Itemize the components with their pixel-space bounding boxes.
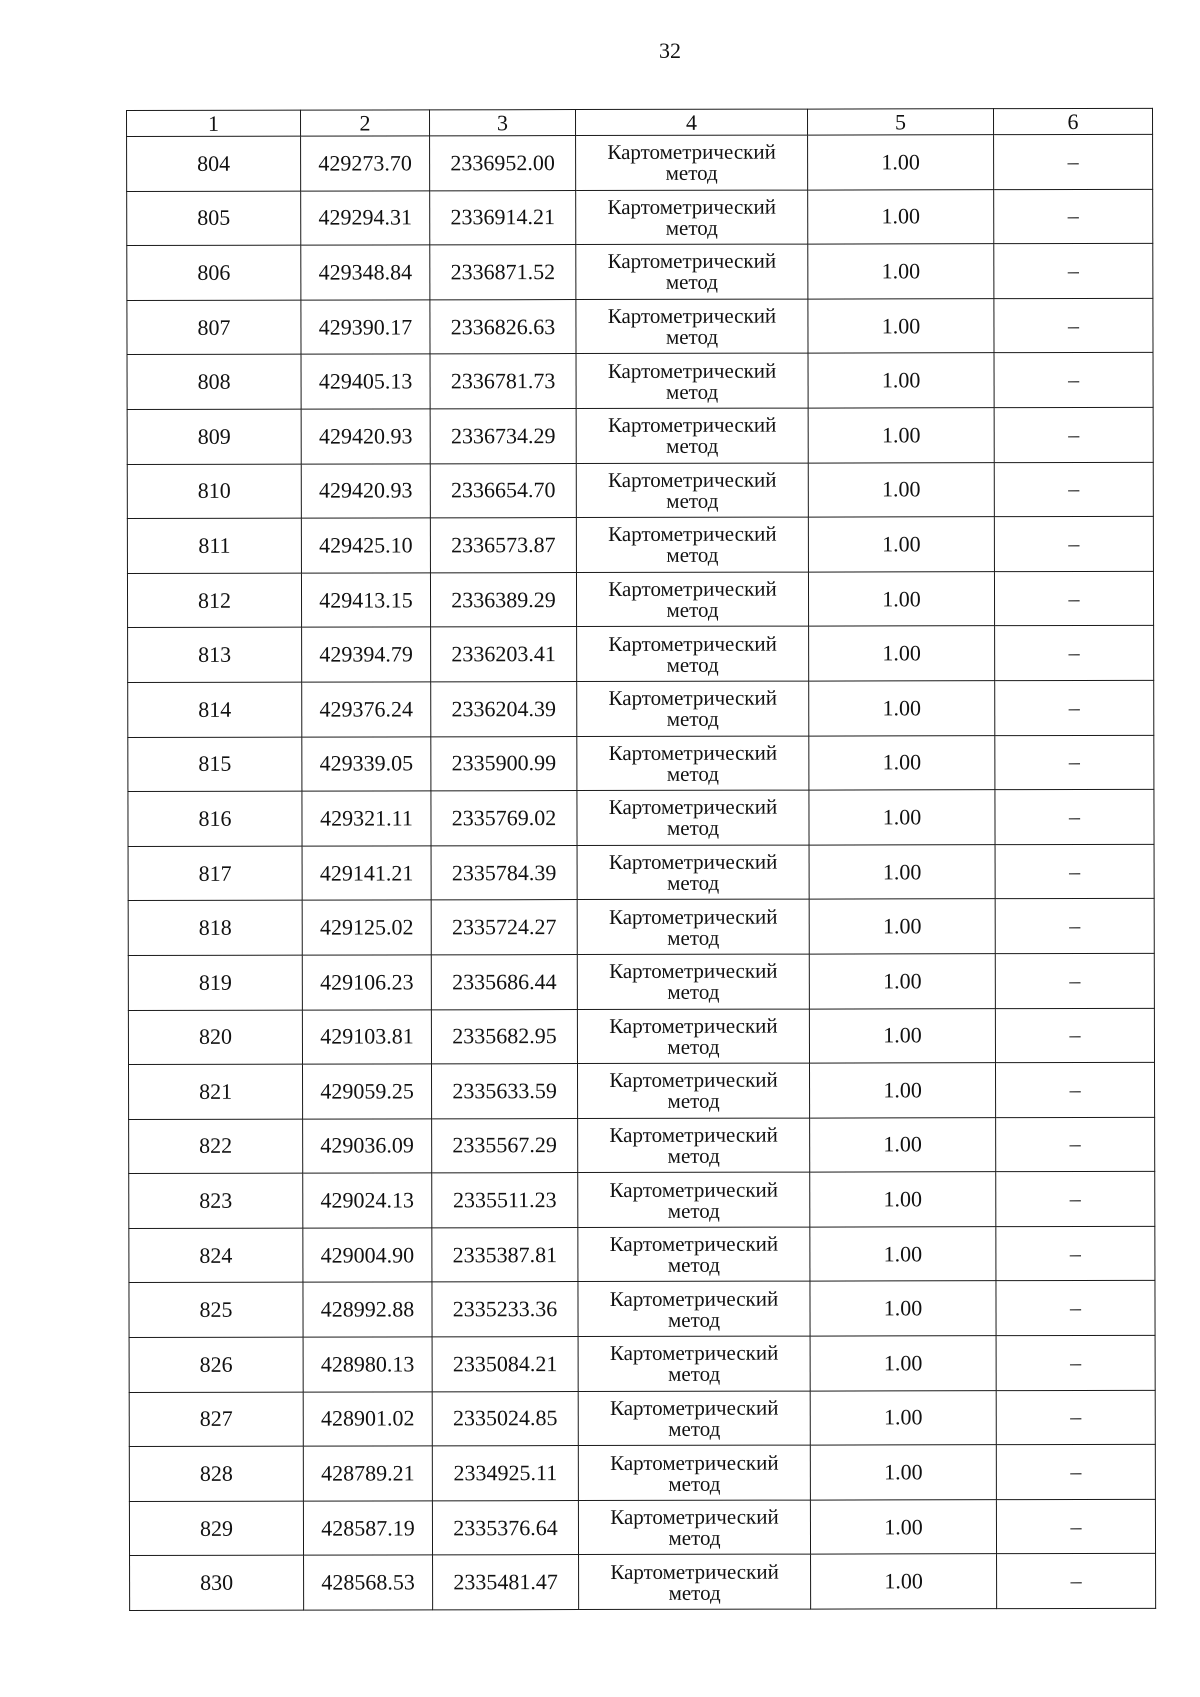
y-coordinate-cell: 2335784.39 — [431, 845, 577, 900]
method-line-2: метод — [665, 324, 719, 349]
method-line-2: метод — [668, 1471, 721, 1496]
method-line-1: Картометрический — [608, 795, 778, 820]
method-cell — [577, 899, 809, 954]
method-line-1: Картометрический — [609, 1340, 779, 1366]
table-row — [128, 626, 1154, 683]
method-line-2: метод — [668, 1416, 721, 1441]
method-line-1: Картометрический — [607, 412, 777, 438]
method-line-2: метод — [667, 1143, 720, 1168]
y-coordinate-cell: 2335633.59 — [431, 1064, 577, 1119]
point-number-cell: 819 — [128, 955, 302, 1010]
method-cell — [578, 1391, 810, 1446]
method-cell — [576, 463, 808, 518]
point-number-cell: 815 — [128, 737, 302, 792]
table-row — [127, 134, 1153, 191]
point-number-cell: 807 — [127, 300, 301, 355]
note-cell: – — [996, 1226, 1155, 1281]
method-line-2: метод — [666, 761, 719, 786]
x-coordinate-cell: 429036.09 — [303, 1119, 432, 1174]
accuracy-cell: 1.00 — [810, 1336, 996, 1391]
method-cell — [578, 1445, 810, 1500]
method-cell — [576, 135, 808, 190]
y-coordinate-cell: 2335233.36 — [432, 1282, 578, 1337]
accuracy-cell: 1.00 — [808, 298, 994, 353]
y-coordinate-cell: 2335682.95 — [431, 1009, 577, 1064]
table-row — [128, 844, 1154, 901]
accuracy-cell: 1.00 — [809, 954, 995, 1009]
point-number-cell: 826 — [129, 1337, 303, 1392]
accuracy-cell: 1.00 — [810, 1117, 996, 1172]
table-row — [130, 1554, 1156, 1611]
y-coordinate-cell: 2335769.02 — [431, 791, 577, 846]
accuracy-cell: 1.00 — [808, 353, 994, 408]
y-coordinate-cell: 2335900.99 — [431, 736, 577, 791]
x-coordinate-cell: 429420.93 — [301, 409, 430, 464]
method-cell — [578, 1336, 810, 1391]
point-number-cell: 805 — [127, 191, 301, 246]
point-number-cell: 822 — [129, 1119, 303, 1174]
accuracy-cell: 1.00 — [808, 517, 994, 572]
x-coordinate-cell: 429106.23 — [302, 955, 431, 1010]
y-coordinate-cell: 2336781.73 — [430, 354, 576, 409]
y-coordinate-cell: 2335024.85 — [432, 1391, 578, 1446]
x-coordinate-cell: 429321.11 — [302, 791, 431, 846]
table-row — [127, 244, 1153, 301]
y-coordinate-cell: 2336826.63 — [430, 299, 576, 354]
table-row — [127, 298, 1153, 355]
point-number-cell: 821 — [128, 1064, 302, 1119]
x-coordinate-cell: 429125.02 — [302, 900, 431, 955]
note-cell: – — [994, 462, 1153, 517]
y-coordinate-cell: 2336871.52 — [430, 245, 576, 300]
point-number-cell: 814 — [128, 682, 302, 737]
accuracy-cell: 1.00 — [809, 735, 995, 790]
method-cell — [578, 1227, 810, 1282]
method-line-1: Картометрический — [609, 1286, 779, 1311]
method-cell — [577, 736, 809, 791]
note-cell: – — [995, 899, 1154, 954]
accuracy-cell: 1.00 — [808, 462, 994, 517]
header-col-6: 6 — [993, 108, 1152, 134]
method-line-2: метод — [666, 816, 720, 841]
method-line-2: метод — [665, 270, 718, 295]
note-cell: – — [994, 244, 1153, 299]
note-cell: – — [996, 1499, 1155, 1554]
method-cell — [577, 845, 809, 900]
method-line-2: метод — [666, 706, 719, 732]
method-line-2: метод — [667, 1034, 720, 1059]
method-line-2: метод — [666, 379, 719, 404]
method-cell — [577, 954, 809, 1009]
method-line-1: Картометрический — [609, 1177, 779, 1202]
method-cell — [576, 244, 808, 299]
method-cell — [577, 790, 809, 845]
table-row — [127, 462, 1153, 519]
note-cell: – — [996, 1445, 1155, 1500]
method-line-1: Картометрический — [609, 1395, 779, 1420]
note-cell: – — [996, 1335, 1155, 1390]
method-line-2: метод — [668, 1525, 721, 1551]
method-line-2: метод — [665, 161, 718, 186]
accuracy-cell: 1.00 — [810, 1445, 996, 1500]
x-coordinate-cell: 428789.21 — [303, 1446, 432, 1501]
point-number-cell: 820 — [128, 1010, 302, 1065]
point-number-cell: 817 — [128, 846, 302, 901]
point-number-cell: 804 — [127, 136, 301, 191]
note-cell: – — [994, 134, 1153, 189]
point-number-cell: 828 — [129, 1446, 303, 1501]
method-line-2: метод — [667, 1307, 721, 1332]
method-line-1: Картометрический — [608, 685, 777, 711]
header-col-1: 1 — [127, 110, 301, 136]
accuracy-cell: 1.00 — [808, 135, 994, 190]
y-coordinate-cell: 2335686.44 — [431, 954, 577, 1009]
method-cell — [576, 299, 808, 354]
header-row — [127, 108, 1153, 136]
point-number-cell: 806 — [127, 245, 301, 300]
y-coordinate-cell: 2336389.29 — [430, 572, 576, 627]
y-coordinate-cell: 2335481.47 — [433, 1555, 579, 1610]
method-cell — [578, 1172, 810, 1227]
point-number-cell: 830 — [130, 1556, 304, 1611]
note-cell: – — [995, 844, 1154, 899]
method-cell — [576, 353, 808, 408]
method-cell — [576, 408, 808, 463]
accuracy-cell: 1.00 — [809, 899, 995, 954]
note-cell: – — [994, 517, 1153, 572]
point-number-cell: 829 — [129, 1501, 303, 1556]
method-cell — [578, 1118, 810, 1173]
x-coordinate-cell: 429059.25 — [302, 1064, 431, 1119]
method-line-1: Картометрический — [608, 522, 777, 547]
y-coordinate-cell: 2334925.11 — [432, 1446, 578, 1501]
method-cell — [577, 626, 809, 681]
method-line-2: метод — [668, 1580, 721, 1605]
x-coordinate-cell: 429425.10 — [301, 518, 430, 573]
method-cell — [578, 1282, 810, 1337]
table-row — [127, 407, 1153, 464]
x-coordinate-cell: 429339.05 — [302, 736, 431, 791]
accuracy-cell: 1.00 — [808, 408, 994, 463]
x-coordinate-cell: 428992.88 — [303, 1282, 432, 1337]
x-coordinate-cell: 429024.13 — [303, 1173, 432, 1228]
accuracy-cell: 1.00 — [809, 844, 995, 899]
method-line-2: метод — [665, 215, 718, 240]
table-row — [128, 680, 1154, 737]
point-number-cell: 811 — [127, 518, 301, 573]
point-number-cell: 816 — [128, 791, 302, 846]
method-line-2: метод — [667, 1198, 720, 1223]
point-number-cell: 818 — [128, 900, 302, 955]
accuracy-cell: 1.00 — [809, 790, 995, 845]
table-row — [128, 1062, 1154, 1119]
y-coordinate-cell: 2335724.27 — [431, 900, 577, 955]
accuracy-cell: 1.00 — [810, 1281, 996, 1336]
y-coordinate-cell: 2336203.41 — [431, 627, 577, 682]
x-coordinate-cell: 429348.84 — [301, 245, 430, 300]
table-row — [129, 1226, 1155, 1283]
table-row — [128, 789, 1154, 846]
note-cell: – — [994, 407, 1153, 462]
method-line-1: Картометрический — [610, 1504, 779, 1530]
x-coordinate-cell: 429390.17 — [301, 300, 430, 355]
method-line-2: метод — [666, 597, 719, 622]
method-line-1: Картометрический — [609, 1068, 778, 1093]
method-cell — [577, 1009, 809, 1064]
point-number-cell: 823 — [129, 1173, 303, 1228]
x-coordinate-cell: 428901.02 — [303, 1392, 432, 1447]
table-row — [128, 953, 1154, 1010]
method-line-1: Картометрический — [608, 631, 777, 656]
x-coordinate-cell: 429376.24 — [302, 682, 431, 737]
point-number-cell: 824 — [129, 1228, 303, 1283]
x-coordinate-cell: 428587.19 — [303, 1501, 432, 1556]
method-line-1: Картометрический — [609, 1122, 778, 1147]
method-line-2: метод — [667, 1089, 720, 1114]
note-cell: – — [994, 353, 1153, 408]
note-cell: – — [995, 953, 1154, 1008]
method-cell — [576, 190, 808, 245]
header-col-2: 2 — [301, 110, 430, 136]
method-line-1: Картометрический — [610, 1559, 779, 1584]
y-coordinate-cell: 2336573.87 — [430, 518, 576, 573]
point-number-cell: 810 — [127, 464, 301, 519]
note-cell: – — [994, 571, 1153, 626]
table-row — [128, 899, 1154, 956]
table-body — [127, 134, 1156, 1610]
accuracy-cell: 1.00 — [809, 681, 995, 736]
accuracy-cell: 1.00 — [811, 1554, 997, 1609]
method-line-1: Картометрический — [608, 904, 778, 929]
accuracy-cell: 1.00 — [810, 1390, 996, 1445]
method-line-2: метод — [666, 434, 719, 459]
method-line-2: метод — [666, 543, 719, 568]
x-coordinate-cell: 429103.81 — [302, 1009, 431, 1064]
method-line-1: Картометрический — [609, 958, 778, 984]
accuracy-cell: 1.00 — [809, 626, 995, 681]
note-cell: – — [995, 735, 1154, 790]
x-coordinate-cell: 429273.70 — [301, 136, 430, 191]
note-cell: – — [995, 680, 1154, 735]
method-line-1: Картометрический — [608, 467, 777, 492]
method-cell — [576, 517, 808, 572]
method-cell — [577, 1063, 809, 1118]
table-row — [127, 517, 1153, 574]
method-line-2: метод — [666, 652, 719, 677]
method-line-2: метод — [667, 979, 720, 1005]
table-row — [129, 1281, 1155, 1338]
table-row — [128, 735, 1154, 792]
table-row — [129, 1172, 1155, 1229]
table-row — [129, 1445, 1155, 1502]
y-coordinate-cell: 2335511.23 — [432, 1173, 578, 1228]
accuracy-cell: 1.00 — [808, 189, 994, 244]
table-row — [127, 189, 1153, 246]
table-row — [129, 1335, 1155, 1392]
table-row — [129, 1390, 1155, 1447]
coordinates-table-wrapper — [126, 108, 1155, 1611]
x-coordinate-cell: 429394.79 — [302, 627, 431, 682]
method-cell — [579, 1555, 811, 1610]
x-coordinate-cell: 429405.13 — [301, 354, 430, 409]
y-coordinate-cell: 2336952.00 — [430, 136, 576, 191]
method-line-1: Картометрический — [607, 194, 776, 219]
y-coordinate-cell: 2336654.70 — [430, 463, 576, 518]
note-cell: – — [996, 1281, 1155, 1336]
table-header — [127, 108, 1153, 136]
accuracy-cell: 1.00 — [810, 1227, 996, 1282]
accuracy-cell: 1.00 — [808, 571, 994, 626]
method-line-1: Картометрический — [609, 1231, 779, 1257]
method-cell — [577, 681, 809, 736]
point-number-cell: 812 — [127, 573, 301, 628]
note-cell: – — [995, 1062, 1154, 1117]
point-number-cell: 813 — [128, 627, 302, 682]
header-col-5: 5 — [807, 109, 993, 135]
point-number-cell: 827 — [129, 1392, 303, 1447]
method-line-2: метод — [666, 488, 719, 513]
y-coordinate-cell: 2335084.21 — [432, 1337, 578, 1392]
table-row — [127, 571, 1153, 628]
y-coordinate-cell: 2335567.29 — [432, 1118, 578, 1173]
page-number: 32 — [659, 38, 681, 63]
point-number-cell: 808 — [127, 355, 301, 410]
method-line-1: Картометрический — [608, 740, 778, 765]
y-coordinate-cell: 2335376.64 — [432, 1500, 578, 1555]
y-coordinate-cell: 2336914.21 — [430, 190, 576, 245]
method-line-1: Картометрический — [610, 1450, 779, 1475]
method-line-1: Картометрический — [607, 249, 777, 274]
method-line-2: метод — [668, 1362, 721, 1387]
note-cell: – — [996, 1117, 1155, 1172]
note-cell: – — [994, 298, 1153, 353]
note-cell: – — [996, 1390, 1155, 1445]
point-number-cell: 825 — [129, 1283, 303, 1338]
coordinates-table — [126, 108, 1156, 1611]
x-coordinate-cell: 428980.13 — [303, 1337, 432, 1392]
point-number-cell: 809 — [127, 409, 301, 464]
x-coordinate-cell: 428568.53 — [304, 1555, 433, 1610]
x-coordinate-cell: 429004.90 — [303, 1228, 432, 1283]
x-coordinate-cell: 429141.21 — [302, 846, 431, 901]
note-cell: – — [994, 189, 1153, 244]
method-line-1: Картометрический — [607, 358, 777, 383]
method-cell — [578, 1500, 810, 1555]
method-cell — [576, 572, 808, 627]
note-cell: – — [997, 1554, 1156, 1609]
y-coordinate-cell: 2336734.29 — [430, 409, 576, 464]
method-line-2: метод — [667, 1252, 720, 1278]
accuracy-cell: 1.00 — [809, 1008, 995, 1063]
y-coordinate-cell: 2335387.81 — [432, 1227, 578, 1282]
method-line-1: Картометрический — [609, 1013, 778, 1038]
accuracy-cell: 1.00 — [810, 1172, 996, 1227]
method-line-2: метод — [667, 870, 720, 895]
table-row — [129, 1499, 1155, 1556]
note-cell: – — [995, 626, 1154, 681]
table-row — [128, 1008, 1154, 1065]
note-cell: – — [996, 1172, 1155, 1227]
accuracy-cell: 1.00 — [808, 244, 994, 299]
method-line-2: метод — [667, 925, 720, 950]
table-row — [129, 1117, 1155, 1174]
method-line-1: Картометрический — [608, 849, 778, 875]
note-cell: – — [995, 1008, 1154, 1063]
header-col-4: 4 — [576, 109, 808, 135]
note-cell: – — [995, 789, 1154, 844]
x-coordinate-cell: 429413.15 — [301, 573, 430, 628]
header-col-3: 3 — [430, 110, 576, 136]
y-coordinate-cell: 2336204.39 — [431, 681, 577, 736]
method-line-1: Картометрический — [607, 139, 776, 165]
accuracy-cell: 1.00 — [810, 1500, 996, 1555]
method-line-1: Картометрический — [608, 576, 777, 602]
accuracy-cell: 1.00 — [809, 1063, 995, 1118]
method-line-1: Картометрический — [607, 303, 777, 329]
table-row — [127, 353, 1153, 410]
x-coordinate-cell: 429294.31 — [301, 190, 430, 245]
x-coordinate-cell: 429420.93 — [301, 463, 430, 518]
